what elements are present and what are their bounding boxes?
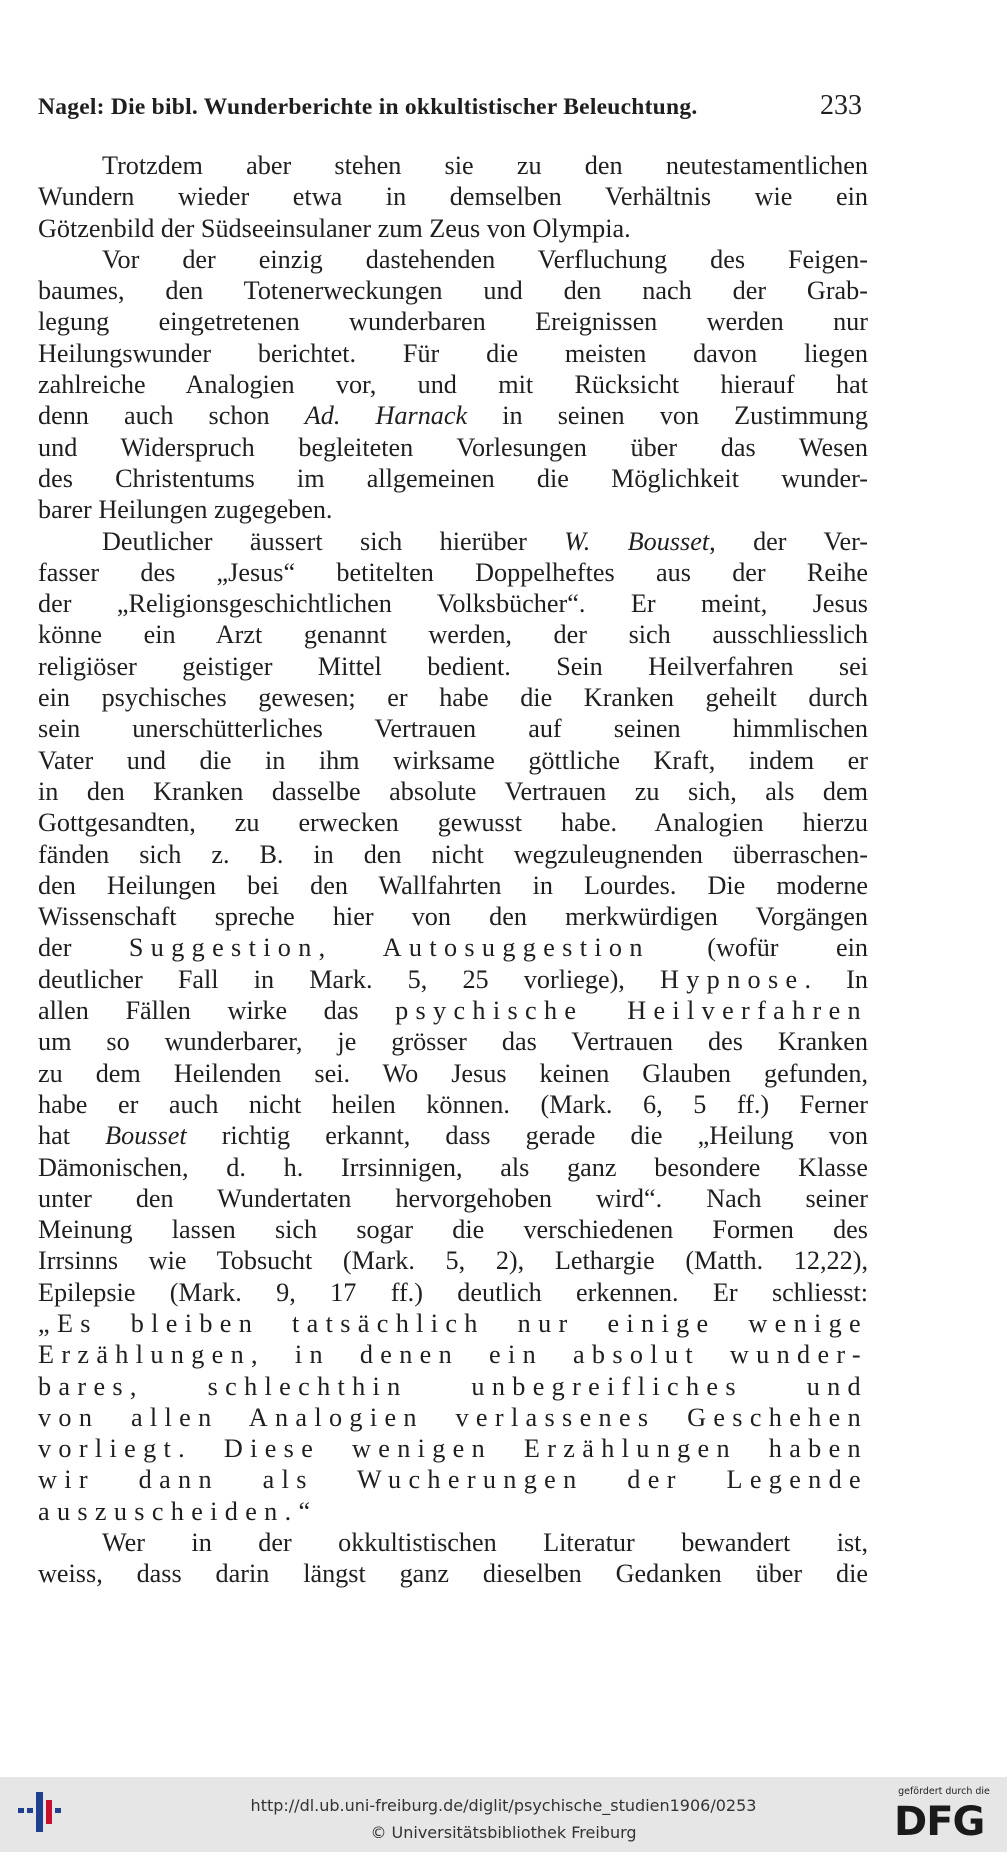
text-line: zahlreiche Analogien vor, und mit Rücksicht hierauf hat (38, 370, 868, 400)
text-line: in den Kranken dasselbe absolute Vertrauen zu sich, als dem (38, 776, 868, 806)
text-line: Vater und die in ihm wirksame göttliche Kraft, indem er (38, 745, 868, 775)
text-run: . In (804, 964, 868, 994)
text-line: Vor der einzig dastehenden Verfluchung des Feigen- (102, 244, 868, 274)
text-run: , (318, 933, 383, 963)
quote-line: von allen Analogien verlassenes Geschehen (38, 1402, 868, 1432)
spaced-term: Hypnose (660, 964, 805, 994)
spaced-term: Autosuggestion (382, 933, 650, 963)
text-line (38, 964, 868, 995)
copyright-notice: © Universitätsbibliothek Freiburg (370, 1823, 637, 1842)
text-line: zu dem Heilenden sei. Wo Jesus keinen Glauben gefunden, (38, 1058, 868, 1088)
text-line: Epilepsie (Mark. 9, 17 ff.) deutlich erkennen. Er schliesst: (38, 1277, 868, 1307)
text-line: Gottgesandten, zu erwecken gewusst habe. Analogien hierzu (38, 808, 868, 838)
text-line: Trotzdem aber stehen sie zu den neutestamentlichen (102, 151, 868, 180)
text-line: weiss, dass darin längst ganz dieselben Gedanken über die (38, 1559, 868, 1589)
text-line: könne ein Arzt genannt werden, der sich ausschliesslich (38, 620, 868, 650)
dfg-funding-badge (888, 1786, 1000, 1846)
text-run: hat (38, 1121, 106, 1151)
quote-line: bares, schlechthin unbegreifliches und (38, 1371, 868, 1401)
quote-line: „Es bleiben tatsächlich nur einige wenige (38, 1308, 868, 1338)
text-line: legung eingetretenen wunderbaren Ereignissen werden nur (38, 307, 868, 337)
text-line: um so wunderbarer, je grösser das Vertrauen des Kranken (38, 1027, 868, 1057)
quote-line: vorliegt. Diese wenigen Erzählungen haben (38, 1434, 868, 1464)
text-line (38, 526, 868, 557)
text-line: Irrsinns wie Tobsucht (Mark. 5, 2), Lethargie (Matth. 12,22), (38, 1246, 868, 1276)
text-run: deutlicher Fall in Mark. 5, 25 vorliege), (38, 964, 660, 994)
text-line: unter den Wundertaten hervorgehoben wird“. Nach seiner (38, 1183, 868, 1213)
quote-line: auszuscheiden.“ (38, 1496, 318, 1526)
text-line (38, 1120, 868, 1151)
dfg-logo: DFG (894, 1799, 985, 1845)
body-text (38, 150, 868, 1590)
text-line: Heilungswunder berichtet. Für die meisten davon liegen (38, 338, 868, 368)
author-name-harnack: Ad. Harnack (304, 401, 468, 431)
text-line: barer Heilungen zugegeben. (38, 495, 333, 525)
text-line (38, 995, 868, 1026)
text-line: des Christentums im allgemeinen die Möglichkeit wunder- (38, 463, 868, 493)
text-line: der „Religionsgeschichtlichen Volksbücher“. Er meint, Jesus (38, 589, 868, 619)
text-line: Wer in der okkultistischen Literatur bewandert ist, (102, 1528, 868, 1558)
text-line (38, 932, 868, 963)
text-line: Götzenbild der Südseeinsulaner zum Zeus von Olympia. (38, 213, 631, 243)
dfg-caption: gefördert durch die (898, 1786, 990, 1797)
text-line: sein unerschütterliches Vertrauen auf seinen himmlischen (38, 714, 868, 744)
text-run: allen Fällen wirke das (38, 996, 396, 1026)
text-run: richtig erkannt, dass gerade die „Heilung von (186, 1121, 868, 1151)
text-line: habe er auch nicht heilen können. (Mark. 6, 5 ff.) Ferner (38, 1089, 868, 1119)
text-run: in seinen von Zustimmung (467, 401, 868, 431)
spaced-term: Suggestion (128, 933, 319, 963)
text-run: (wofür ein (649, 933, 868, 963)
author-name-bousset: Bousset (105, 1121, 187, 1151)
text-line (38, 400, 868, 431)
text-line: Wissenschaft spreche hier von den merkwürdigen Vorgängen (38, 902, 868, 932)
text-line: fasser des „Jesus“ betitelten Doppelheftes aus der Reihe (38, 557, 868, 587)
quote-line: Erzählungen, in denen ein absolut wunder- (38, 1340, 868, 1370)
text-line: den Heilungen bei den Wallfahrten in Lourdes. Die moderne (38, 870, 868, 900)
page-header (38, 90, 862, 124)
text-line: fänden sich z. B. in den nicht wegzuleugnenden überraschen- (38, 839, 868, 869)
author-name-bousset: W. Bousset (564, 526, 710, 556)
page-number: 233 (820, 90, 862, 121)
text-line: Wundern wieder etwa in demselben Verhältnis wie ein (38, 182, 868, 212)
text-line: und Widerspruch begleiteten Vorlesungen über das Wesen (38, 432, 868, 462)
source-url-link[interactable]: http://dl.ub.uni-freiburg.de/diglit/psychische_studien1906/0253 (250, 1796, 757, 1815)
text-line: religiöser geistiger Mittel bedient. Sein Heilverfahren sei (38, 651, 868, 681)
text-run: der (38, 933, 129, 963)
text-line: baumes, den Totenerweckungen und den nach der Grab- (38, 276, 868, 306)
text-run: , der Ver- (709, 526, 868, 556)
text-run: denn auch schon (38, 401, 305, 431)
running-title: Nagel: Die bibl. Wunderberichte in okkultistischer Beleuchtung. (38, 94, 698, 120)
text-line: Meinung lassen sich sogar die verschiedenen Formen des (38, 1215, 868, 1245)
text-line: Dämonischen, d. h. Irrsinnigen, als ganz besondere Klasse (38, 1152, 868, 1182)
text-run: Deutlicher äussert sich hierüber (102, 526, 565, 556)
spaced-term: psychische Heilverfahren (395, 996, 868, 1026)
quote-line: wir dann als Wucherungen der Legende (38, 1465, 868, 1495)
text-line: ein psychisches gewesen; er habe die Kranken geheilt durch (38, 683, 868, 713)
